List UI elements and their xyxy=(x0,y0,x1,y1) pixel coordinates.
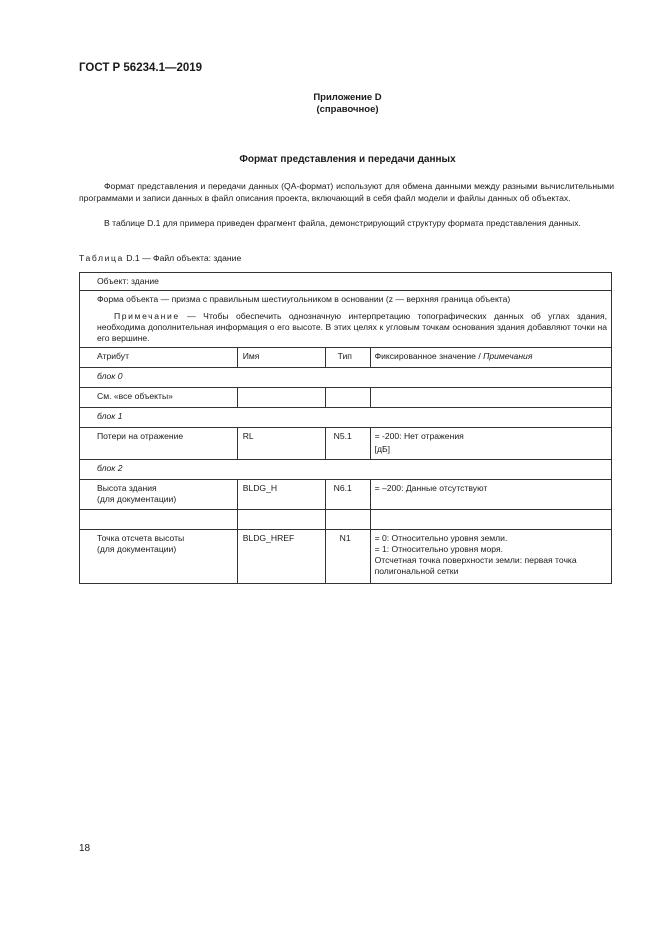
annex-title: Приложение D xyxy=(313,92,382,103)
href-value-line-1: = 0: Относительно уровня земли. xyxy=(374,533,508,543)
shape-text: Форма объекта — призма с правильным шестиугольником в основании (z — верхняя граница объекта) xyxy=(97,294,511,304)
height-type: N6.1 xyxy=(325,480,370,510)
href-attribute-line-2: (для документации) xyxy=(97,544,177,554)
rl-name: RL xyxy=(237,428,325,460)
rl-attribute: Потери на отражение xyxy=(80,428,238,460)
header-attribute: Атрибут xyxy=(80,348,238,368)
header-fixed-italic: Примечания xyxy=(483,351,533,361)
paragraph-1: Формат представления и передачи данных (QA-формат) используют для обмена данными между разными вычислительными программами и записи данных в файл описания проекта, включающий в себя файл модели и файлы данных об объектах. xyxy=(79,181,614,204)
href-value-line-3: Отсчетная точка поверхности земли: первая точка полигональной сетки xyxy=(374,555,577,576)
table-row xyxy=(80,460,612,480)
note-text: — Чтобы обеспечить однозначную интерпретацию топографических данных об углах здания, необходима дополнительная информация о его высоте. В этих целях к угловым точкам основания здания добавляют точки на его вершине. xyxy=(97,311,608,343)
height-name: BLDG_H xyxy=(237,480,325,510)
table-caption xyxy=(79,253,241,263)
header-fixed-text: Фиксированное значение / xyxy=(374,351,484,361)
table-row xyxy=(80,530,612,584)
href-attribute xyxy=(80,530,238,584)
rl-value-line-2: [дБ] xyxy=(374,444,390,454)
table-row xyxy=(80,510,612,530)
see-all-cell: См. «все объекты» xyxy=(80,388,238,408)
table-header-row xyxy=(80,348,612,368)
table-caption-number: D.1 xyxy=(126,253,140,263)
empty-cell xyxy=(237,510,325,530)
object-file-table xyxy=(79,272,612,584)
rl-value xyxy=(370,428,611,460)
header-type: Тип xyxy=(325,348,370,368)
empty-cell xyxy=(325,510,370,530)
empty-cell xyxy=(237,388,325,408)
href-value-line-2: = 1: Относительно уровня моря. xyxy=(374,544,504,554)
object-row: Объект: здание xyxy=(80,273,612,291)
table-row xyxy=(80,368,612,388)
table-row xyxy=(80,273,612,291)
href-name: BLDG_HREF xyxy=(237,530,325,584)
empty-cell xyxy=(80,510,238,530)
block-1-row: блок 1 xyxy=(80,408,612,428)
empty-cell xyxy=(370,510,611,530)
height-attribute-line-1: Высота здания xyxy=(97,483,157,493)
table-row xyxy=(80,480,612,510)
shape-cell xyxy=(80,291,612,348)
document-code: ГОСТ Р 56234.1—2019 xyxy=(79,62,203,74)
note-block xyxy=(97,311,607,344)
height-attribute-line-2: (для документации) xyxy=(97,494,177,504)
rl-value-line-1: = -200: Нет отражения xyxy=(374,431,464,441)
annex-subtitle: (справочное) xyxy=(316,104,379,115)
annex-heading xyxy=(17,92,661,116)
rl-type: N5.1 xyxy=(325,428,370,460)
block-0-row: блок 0 xyxy=(80,368,612,388)
href-attribute-line-1: Точка отсчета высоты xyxy=(97,533,185,543)
table-row xyxy=(80,428,612,460)
table-row xyxy=(80,291,612,348)
header-fixed xyxy=(370,348,611,368)
table-row xyxy=(80,388,612,408)
table-caption-text: — Файл объекта: здание xyxy=(142,253,242,263)
paragraph-2: В таблице D.1 для примера приведен фрагмент файла, демонстрирующий структуру формата представления данных. xyxy=(104,218,581,228)
empty-cell xyxy=(325,388,370,408)
block-2-row: блок 2 xyxy=(80,460,612,480)
height-attribute xyxy=(80,480,238,510)
note-label: Примечание xyxy=(114,311,180,321)
table-caption-prefix: Таблица xyxy=(79,253,124,263)
empty-cell xyxy=(370,388,611,408)
href-value xyxy=(370,530,611,584)
table-row xyxy=(80,408,612,428)
href-type: N1 xyxy=(325,530,370,584)
height-value: = –200: Данные отсутствуют xyxy=(370,480,611,510)
page-number: 18 xyxy=(79,843,91,854)
header-name: Имя xyxy=(237,348,325,368)
section-title: Формат представления и передачи данных xyxy=(239,154,456,165)
